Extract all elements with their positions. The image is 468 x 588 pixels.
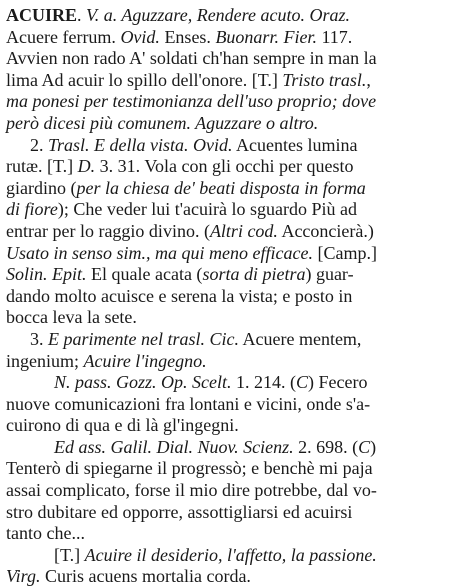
text-run: ingenium; — [6, 350, 84, 371]
entry-line — [6, 286, 464, 308]
italic-run: Usato in senso sim., ma qui meno efficace. — [6, 242, 313, 263]
entry-line — [6, 329, 464, 351]
italic-run: però dicesi più comunem. Aguzzare o altro. — [6, 112, 319, 133]
text-run: ) guar- — [305, 264, 354, 285]
entry-line — [6, 221, 464, 243]
entry-line — [6, 178, 464, 200]
entry-line — [6, 480, 464, 502]
text-run: 3. 31. Vola con gli occhi per questo — [95, 156, 354, 177]
text-run: . — [77, 5, 87, 25]
text-run: Tenterò di spiegarne il progressò; e benchè mi paja — [6, 458, 373, 479]
text-run: assai complicato, forse il mio dire potrebbe, dal vo- — [6, 480, 377, 501]
entry-line — [6, 135, 464, 157]
text-run: ); Che veder lui t'acuirà lo sguardo Più ad — [57, 199, 358, 220]
text-run: Acuentes lumina — [232, 134, 358, 155]
italic-run: Tristo trasl. — [282, 69, 367, 90]
text-run: nuove comunicazioni fra lontani e vicini, onde s'a- — [6, 393, 371, 414]
text-run: 117. — [316, 26, 353, 47]
text-run: dando molto acuisce e serena la vista; e posto in — [6, 285, 353, 306]
text-run: [Camp.] — [312, 242, 377, 263]
text-run: 3. — [30, 328, 48, 349]
entry-line — [6, 48, 464, 70]
entry-line — [6, 70, 464, 92]
entry-line — [6, 437, 464, 459]
text-run: tanto che... — [6, 523, 85, 544]
entry-line — [6, 5, 464, 27]
italic-run: Solin. Epit. — [6, 264, 87, 285]
italic-run: Ed ass. Galil. Dial. Nuov. Scienz. — [54, 436, 294, 457]
entry-line — [6, 415, 464, 437]
entry-line — [6, 372, 464, 394]
text-run: stro dubitare ed opporre, assottigliarsi ed acuirsi — [6, 501, 353, 522]
text-run: El quale acata ( — [86, 264, 203, 285]
italic-run: Trasl. E della vista. Ovid. — [48, 134, 233, 155]
text-run: ) — [370, 436, 377, 457]
text-run: lima Ad acuir lo spillo dell'onore. [T.] — [6, 69, 283, 90]
text-run: Enses. — [159, 26, 216, 47]
entry-line — [6, 264, 464, 286]
entry-line — [6, 27, 464, 49]
italic-run: Acuire il desiderio, l'affetto, la passione. — [84, 544, 377, 565]
text-run: cuirono di qua e di là gl'ingegni. — [6, 415, 239, 436]
italic-run: D. — [77, 156, 96, 177]
text-run: entrar per lo raggio divino. ( — [6, 220, 210, 241]
text-run: Curis acuens mortalia corda. — [40, 566, 251, 587]
entry-line — [6, 458, 464, 480]
entry-line — [6, 502, 464, 524]
entry-line — [6, 307, 464, 329]
text-run: bocca leva la sete. — [6, 307, 137, 328]
text-run: Avvien non rado A' soldati ch'han sempre in man la — [6, 48, 377, 69]
text-run: 1. 214. ( — [231, 372, 297, 393]
text-run: Acuere mentem, — [238, 328, 362, 349]
entry-line — [6, 91, 464, 113]
italic-run: Virg. — [6, 566, 41, 587]
text-run: 2. 698. ( — [293, 436, 359, 457]
entry-line — [6, 566, 464, 588]
italic-run: di fiore — [6, 199, 58, 220]
dictionary-entry — [6, 5, 464, 588]
italic-run: C — [296, 372, 309, 393]
text-run: , — [366, 69, 371, 90]
entry-line — [6, 199, 464, 221]
entry-line — [6, 545, 464, 567]
text-run: giardino ( — [6, 177, 77, 198]
italic-run: N. pass. Gozz. Op. Scelt. — [54, 372, 232, 393]
italic-run: sorta di pietra — [202, 264, 306, 285]
entry-line — [6, 156, 464, 178]
italic-run: Ovid. — [120, 26, 160, 47]
italic-run: Acuire l'ingegno. — [83, 350, 207, 371]
entry-line — [6, 243, 464, 265]
entry-line — [6, 523, 464, 545]
text-run: 2. — [30, 134, 48, 155]
italic-run: C — [358, 436, 371, 457]
italic-run: Buonarr. Fier. — [215, 26, 317, 47]
italic-run: ma ponesi per testimonianza dell'uso proprio; dove — [6, 91, 377, 112]
text-run: Acuere ferrum. — [6, 26, 121, 47]
text-run: [T.] — [54, 544, 85, 565]
headword: ACUIRE — [6, 5, 78, 25]
entry-line — [6, 113, 464, 135]
italic-run: per la chiesa de' beati disposta in forma — [76, 177, 366, 198]
text-run: ) Fecero — [308, 372, 368, 393]
italic-run: V. a. Aguzzare, Rendere acuto. Oraz. — [86, 5, 350, 25]
italic-run: Altri cod. — [209, 220, 278, 241]
italic-run: E parimente nel trasl. Cic. — [48, 328, 239, 349]
text-run: Acconcierà.) — [277, 220, 374, 241]
text-run: rutæ. [T.] — [6, 156, 78, 177]
entry-line — [6, 351, 464, 373]
entry-line — [6, 394, 464, 416]
